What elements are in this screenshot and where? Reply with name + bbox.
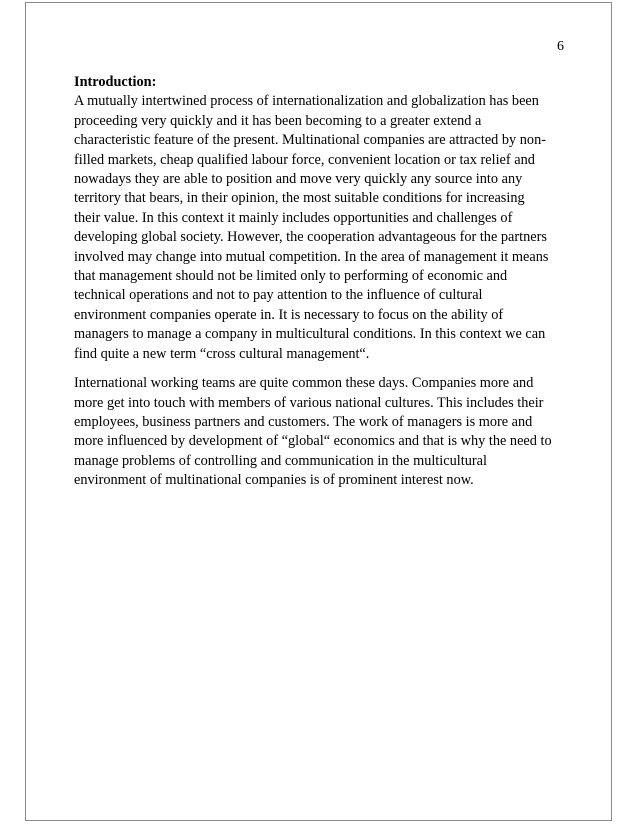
document-page (25, 2, 612, 821)
section-heading: Introduction: (74, 74, 157, 90)
paragraph-2: International working teams are quite common these days. Companies more and more get into touch with members of various national cultures. This includes their employees, business partners and customers. The work of managers is more and more influenced by development of “global“ economics and that is why the need to manage problems of controlling and communication in the multicultural environment of multinational companies is of prominent interest now. (74, 375, 552, 489)
page-number: 6 (557, 39, 564, 54)
page-content (74, 73, 568, 491)
paragraph-1: A mutually intertwined process of internationalization and globalization has been proceeding very quickly and it has been becoming to a greater extend a characteristic feature of the present. Multinational companies are attracted by non- filled markets, cheap qualified labour force, convenient location or tax relief and nowadays they are able to position and move very quickly any source into any territory that bears, in their opinion, the most suitable conditions for increasing their value. In this context it mainly includes opportunities and challenges of developing global society. However, the cooperation advantageous for the partners involved may change into mutual competition. In the area of management it means that management should not be limited only to performing of economic and technical operations and not to pay attention to the influence of cultural environment companies operate in. It is necessary to focus on the ability of managers to manage a company in multicultural conditions. In this context we can find quite a new term “cross cultural management“. (74, 93, 549, 362)
